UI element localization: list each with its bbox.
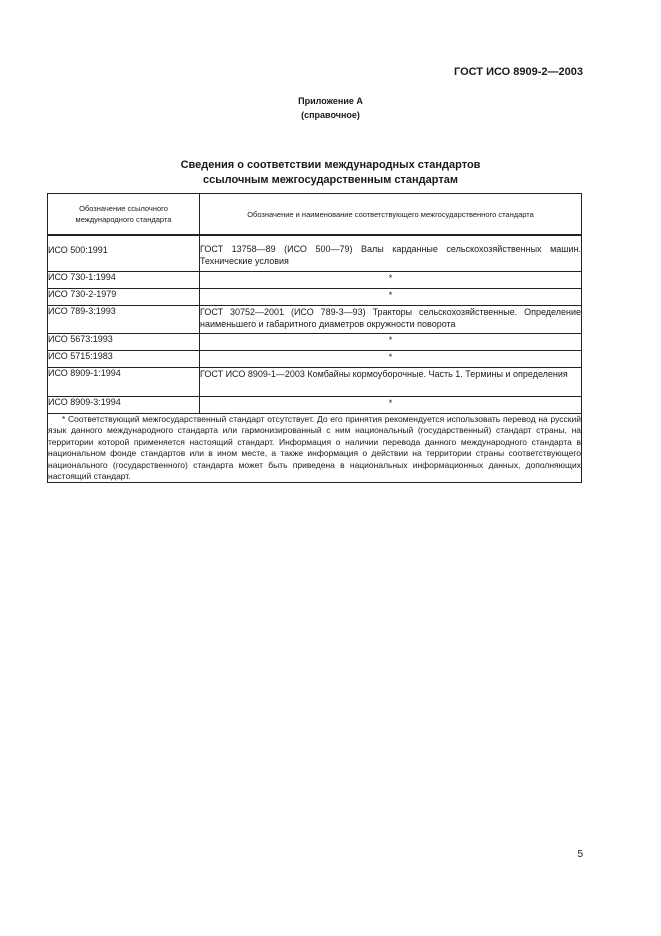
page-number: 5 bbox=[577, 849, 583, 860]
table-row bbox=[48, 351, 582, 368]
appendix-label: Приложение А bbox=[298, 96, 363, 106]
correspondence-table bbox=[47, 193, 582, 483]
section-title-line2: ссылочным межгосударственным стандартам bbox=[203, 174, 458, 186]
table-row bbox=[48, 272, 582, 289]
table-row bbox=[48, 306, 582, 334]
reference-cell: ИСО 789-3:1993 bbox=[48, 306, 200, 334]
section-title bbox=[0, 158, 661, 188]
reference-cell: ИСО 730-2-1979 bbox=[48, 289, 200, 306]
appendix-heading bbox=[0, 94, 661, 122]
description-cell: * bbox=[200, 289, 582, 306]
reference-cell: ИСО 8909-1:1994 bbox=[48, 368, 200, 397]
footnote-text: * Соответствующий межгосударственный стандарт отсутствует. До его принятия рекомендуется использовать перевод на русский язык данного международного стандарта или гармонизированный с ним национальный (государственный) стандарт страны, на территории которой применяется настоящий стандарт. Информация о наличии перевода данного международного стандарта в национальном фонде стандартов или в ином месте, а также информация о действии на территории страны соответствующего национального (государственного) стандарта может быть приведена в национальных информационных данных, дополняющих настоящий стандарт. bbox=[48, 414, 581, 482]
section-title-line1: Сведения о соответствии международных стандартов bbox=[180, 159, 481, 171]
table-row bbox=[48, 334, 582, 351]
reference-cell: ИСО 5715:1983 bbox=[48, 351, 200, 368]
reference-cell: ИСО 500:1991 bbox=[48, 235, 200, 272]
table-row bbox=[48, 289, 582, 306]
description-cell: * bbox=[200, 334, 582, 351]
table-header-row bbox=[48, 194, 582, 236]
description-cell: ГОСТ ИСО 8909-1—2003 Комбайны кормоуборочные. Часть 1. Термины и определения bbox=[200, 368, 582, 397]
reference-cell: ИСО 5673:1993 bbox=[48, 334, 200, 351]
table-row bbox=[48, 397, 582, 414]
appendix-type: (справочное) bbox=[301, 110, 360, 120]
table-row bbox=[48, 368, 582, 397]
description-cell: ГОСТ 30752—2001 (ИСО 789-3—93) Тракторы сельскохозяйственные. Определение наименьшего и габаритного диаметров окружности поворота bbox=[200, 306, 582, 334]
table-row bbox=[48, 235, 582, 272]
column-header-description: Обозначение и наименование соответствующего межгосударственного стандарта bbox=[200, 194, 582, 236]
footnote-row bbox=[48, 414, 582, 483]
description-cell: * bbox=[200, 397, 582, 414]
description-cell: * bbox=[200, 272, 582, 289]
description-cell: * bbox=[200, 351, 582, 368]
description-cell: ГОСТ 13758—89 (ИСО 500—79) Валы карданные сельскохозяйственных машин. Технические условия bbox=[200, 235, 582, 272]
footnote bbox=[48, 414, 582, 483]
document-code: ГОСТ ИСО 8909-2—2003 bbox=[453, 66, 583, 78]
reference-cell: ИСО 8909-3:1994 bbox=[48, 397, 200, 414]
reference-cell: ИСО 730-1:1994 bbox=[48, 272, 200, 289]
column-header-reference: Обозначение ссылочного международного стандарта bbox=[48, 194, 200, 236]
